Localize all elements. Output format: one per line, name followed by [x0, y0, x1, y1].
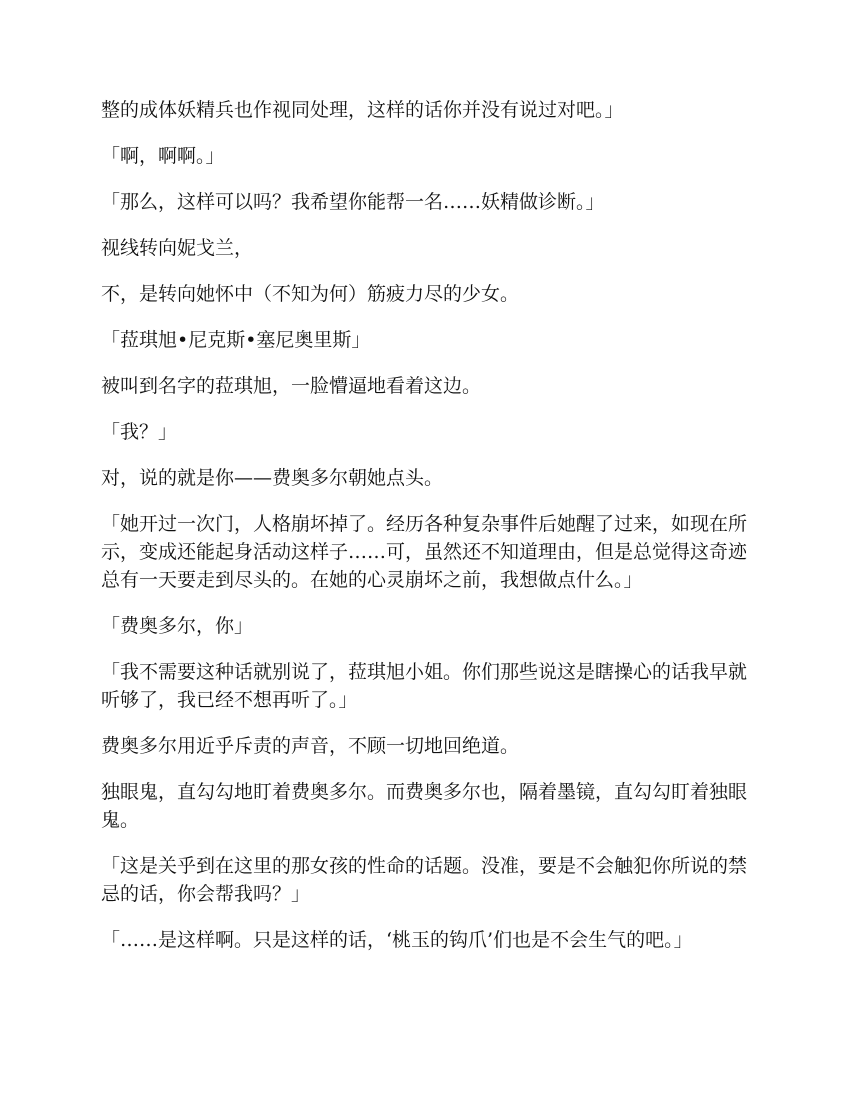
paragraph-13: 费奥多尔用近乎斥责的声音，不顾一切地回绝道。: [101, 735, 520, 757]
paragraph-3: 「那么，这样可以吗？我希望你能帮一名……妖精做诊断。」: [101, 191, 605, 213]
paragraph-10: 「她开过一次门，人格崩坏掉了。经历各种复杂事件后她醒了过来，如现在所示，变成还能起身活动这样子……可，虽然还不知道理由，但是总觉得这奇迹总有一天要走到尽头的。在她的心灵崩坏之前，我想做点什么。」: [101, 513, 748, 591]
paragraph-12: 「我不需要这种话就别说了，菈琪旭小姐。你们那些说这是瞎操心的话我早就听够了，我已经不想再听了。」: [101, 661, 748, 711]
paragraph-8: 「我？」: [101, 421, 178, 443]
paragraph-16: 「……是这样啊。只是这样的话，‘桃玉的钩爪’们也是不会生气的吧。」: [101, 929, 693, 951]
paragraph-7: 被叫到名字的菈琪旭，一脸懵逼地看着这边。: [101, 375, 482, 397]
paragraph-1: 整的成体妖精兵也作视同处理，这样的话你并没有说过对吧。」: [101, 99, 624, 121]
paragraph-4: 视线转向妮戈兰，: [101, 237, 254, 259]
paragraph-11: 「费奥多尔，你」: [101, 615, 254, 637]
paragraph-9: 对，说的就是你——费奥多尔朝她点头。: [101, 467, 444, 489]
paragraph-6: 「菈琪旭•尼克斯•塞尼奥里斯」: [101, 329, 371, 351]
paragraph-2: 「啊，啊啊。」: [101, 145, 225, 167]
paragraph-5: 不，是转向她怀中（不知为何）筋疲力尽的少女。: [101, 283, 520, 305]
paragraph-14: 独眼鬼，直勾勾地盯着费奥多尔。而费奥多尔也，隔着墨镜，直勾勾盯着独眼鬼。: [101, 781, 748, 831]
document-page: [101, 96, 751, 972]
paragraph-15: 「这是关乎到在这里的那女孩的性命的话题。没准，要是不会触犯你所说的禁忌的话，你会帮我吗？」: [101, 855, 748, 905]
